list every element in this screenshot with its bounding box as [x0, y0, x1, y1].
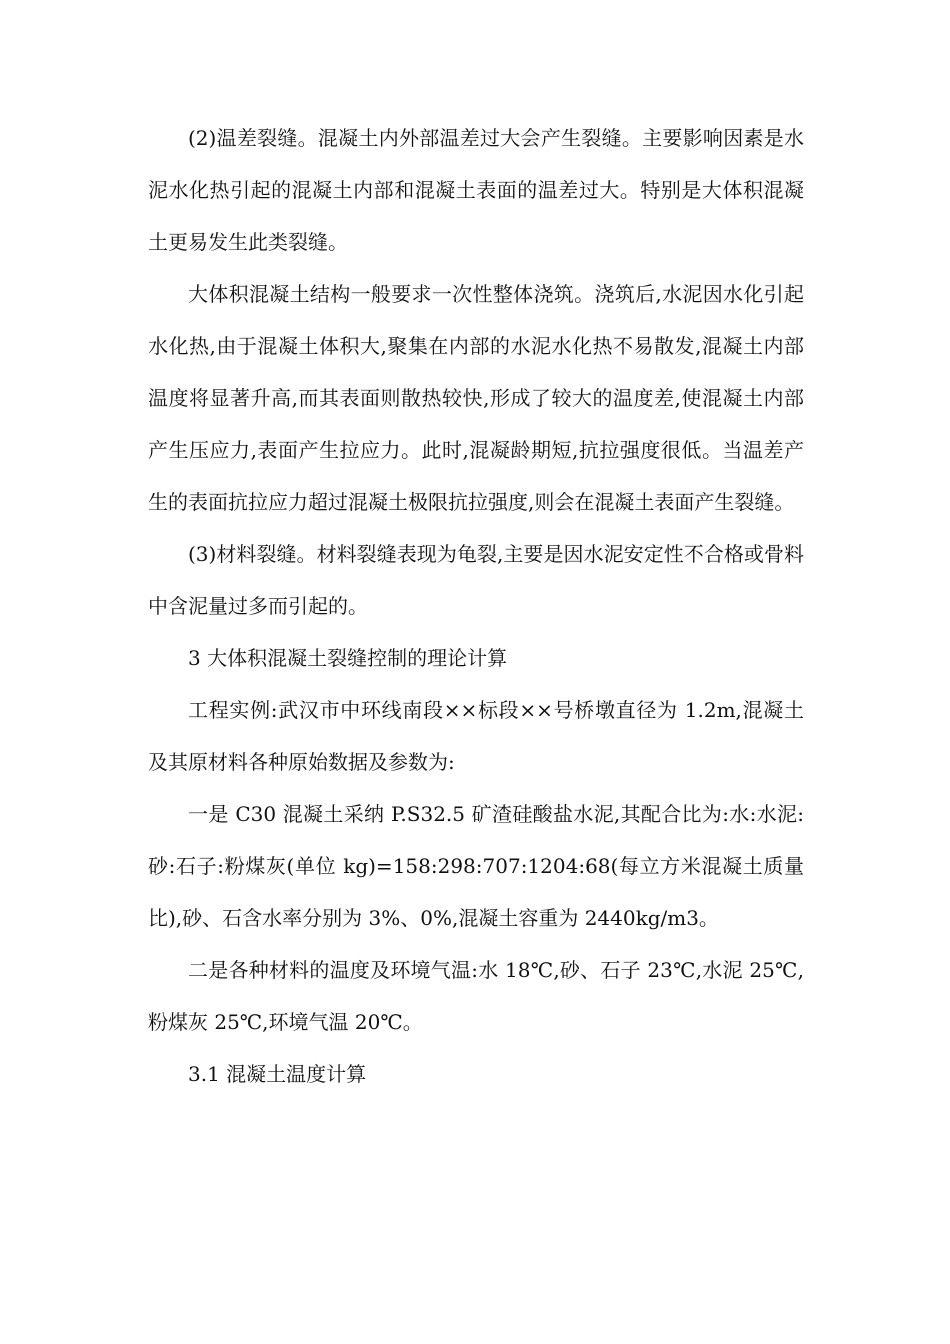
paragraph-temperature-cracks: (2)温差裂缝。混凝土内外部温差过大会产生裂缝。主要影响因素是水泥水化热引起的混凝土内部和混凝土表面的温差过大。特别是大体积混凝土更易发生此类裂缝。: [148, 126, 804, 254]
section-heading-3-1: 3.1 混凝土温度计算: [188, 1062, 367, 1086]
paragraph-material-cracks: (3)材料裂缝。材料裂缝表现为龟裂,主要是因水泥安定性不合格或骨料中含泥量过多而引起的。: [148, 542, 804, 618]
paragraph-mass-concrete-heat: 大体积混凝土结构一般要求一次性整体浇筑。浇筑后,水泥因水化引起水化热,由于混凝土体积大,聚集在内部的水泥水化热不易散发,混凝土内部温度将显著升高,而其表面则散热较快,形成了较大的温度差,使混凝土内部产生压应力,表面产生拉应力。此时,混凝龄期短,抗拉强度很低。当温差产生的表面抗拉应力超过混凝土极限抗拉强度,则会在混凝土表面产生裂缝。: [148, 282, 804, 514]
paragraph-engineering-example: 工程实例:武汉市中环线南段××标段××号桥墩直径为 1.2m,混凝土及其原材料各种原始数据及参数为:: [148, 698, 804, 774]
paragraph-material-temperatures: 二是各种材料的温度及环境气温:水 18℃,砂、石子 23℃,水泥 25℃,粉煤灰 25℃,环境气温 20℃。: [148, 958, 804, 1034]
paragraph-mix-ratio: 一是 C30 混凝土采纳 P.S32.5 矿渣硅酸盐水泥,其配合比为:水:水泥:砂:石子:粉煤灰(单位 kg)=158:298:707:1204:68(每立方米混凝土质量比),砂、石含水率分别为 3%、0%,混凝土容重为 2440kg/m3。: [148, 802, 804, 930]
document-body: [148, 112, 804, 1100]
section-heading-3: 3 大体积混凝土裂缝控制的理论计算: [188, 646, 508, 670]
